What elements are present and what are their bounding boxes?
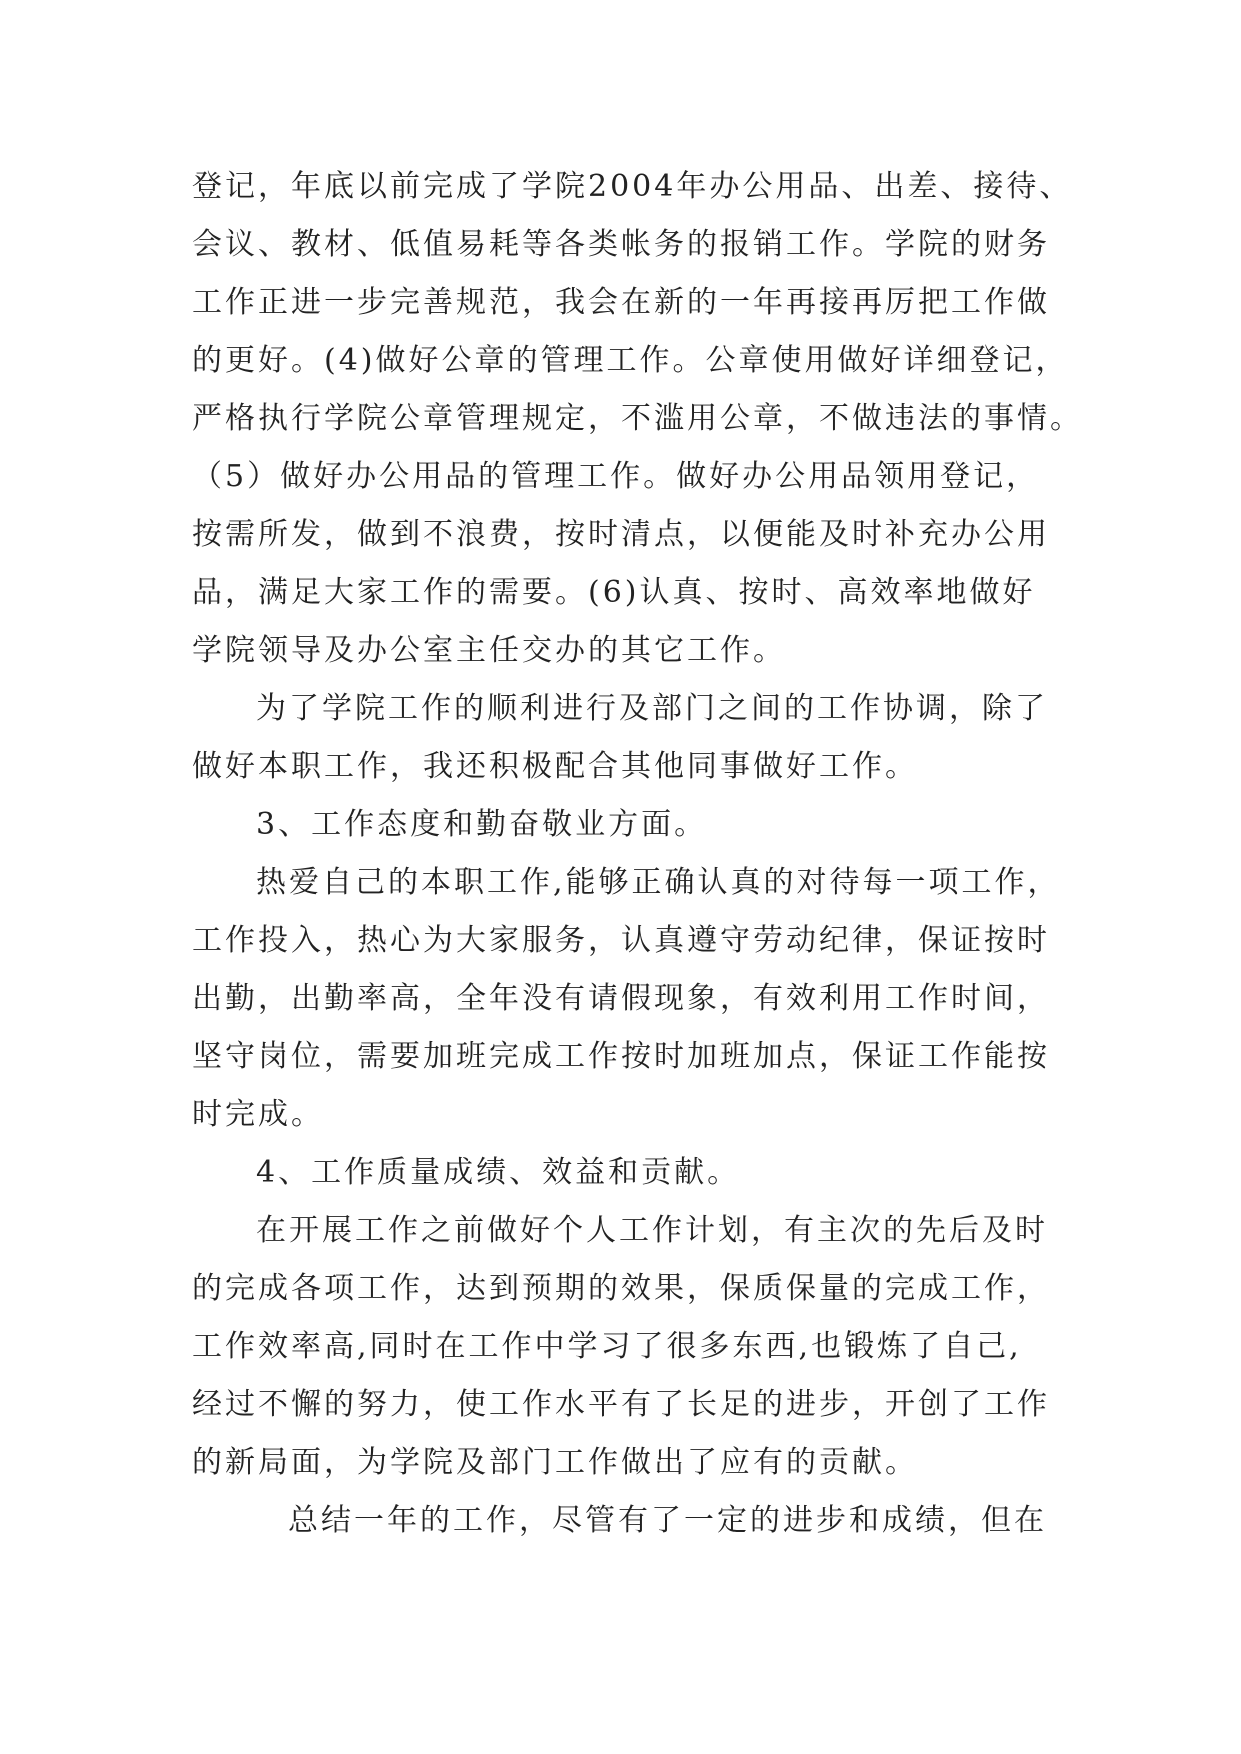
text-line: 工作投入，热心为大家服务，认真遵守劳动纪律，保证按时 — [192, 923, 1050, 958]
text-line: 品，满足大家工作的需要。(6)认真、按时、高效率地做好 — [192, 575, 1036, 610]
text-line: （5）做好办公用品的管理工作。做好办公用品领用登记， — [192, 459, 1040, 494]
section-heading-3: 3、工作态度和勤奋敬业方面。 — [256, 807, 708, 842]
text-line: 坚守岗位，需要加班完成工作按时加班加点，保证工作能按 — [192, 1039, 1050, 1074]
text-line: 出勤，出勤率高，全年没有请假现象，有效利用工作时间， — [192, 981, 1050, 1016]
text-line: 学院领导及办公室主任交办的其它工作。 — [192, 633, 786, 668]
text-line: 严格执行学院公章管理规定，不滥用公章，不做违法的事情。 — [192, 401, 1083, 436]
paragraph-start-line: 为了学院工作的顺利进行及部门之间的工作协调，除了 — [256, 691, 1048, 726]
text-line: 经过不懈的努力，使工作水平有了长足的进步，开创了工作 — [192, 1387, 1050, 1422]
section-heading-4: 4、工作质量成绩、效益和贡献。 — [256, 1155, 741, 1190]
text-line: 工作正进一步完善规范，我会在新的一年再接再厉把工作做 — [192, 285, 1050, 320]
paragraph-start-line: 总结一年的工作，尽管有了一定的进步和成绩，但在 — [288, 1503, 1047, 1538]
text-line: 会议、教材、低值易耗等各类帐务的报销工作。学院的财务 — [192, 227, 1050, 262]
paragraph-start-line: 热爱自己的本职工作,能够正确认真的对待每一项工作， — [256, 865, 1061, 900]
text-line: 按需所发，做到不浪费，按时清点，以便能及时补充办公用 — [192, 517, 1050, 552]
text-line: 的新局面，为学院及部门工作做出了应有的贡献。 — [192, 1445, 918, 1480]
paragraph-start-line: 在开展工作之前做好个人工作计划，有主次的先后及时 — [256, 1213, 1048, 1248]
text-line: 时完成。 — [192, 1097, 324, 1132]
text-line: 的更好。(4)做好公章的管理工作。公章使用做好详细登记， — [192, 343, 1069, 378]
text-line: 工作效率高,同时在工作中学习了很多东西,也锻炼了自己, — [192, 1329, 1022, 1364]
body-text — [192, 158, 1083, 1550]
text-line: 登记，年底以前完成了学院2004年办公用品、出差、接待、 — [192, 169, 1073, 204]
text-line: 做好本职工作，我还积极配合其他同事做好工作。 — [192, 749, 918, 784]
text-line: 的完成各项工作，达到预期的效果，保质保量的完成工作， — [192, 1271, 1050, 1306]
